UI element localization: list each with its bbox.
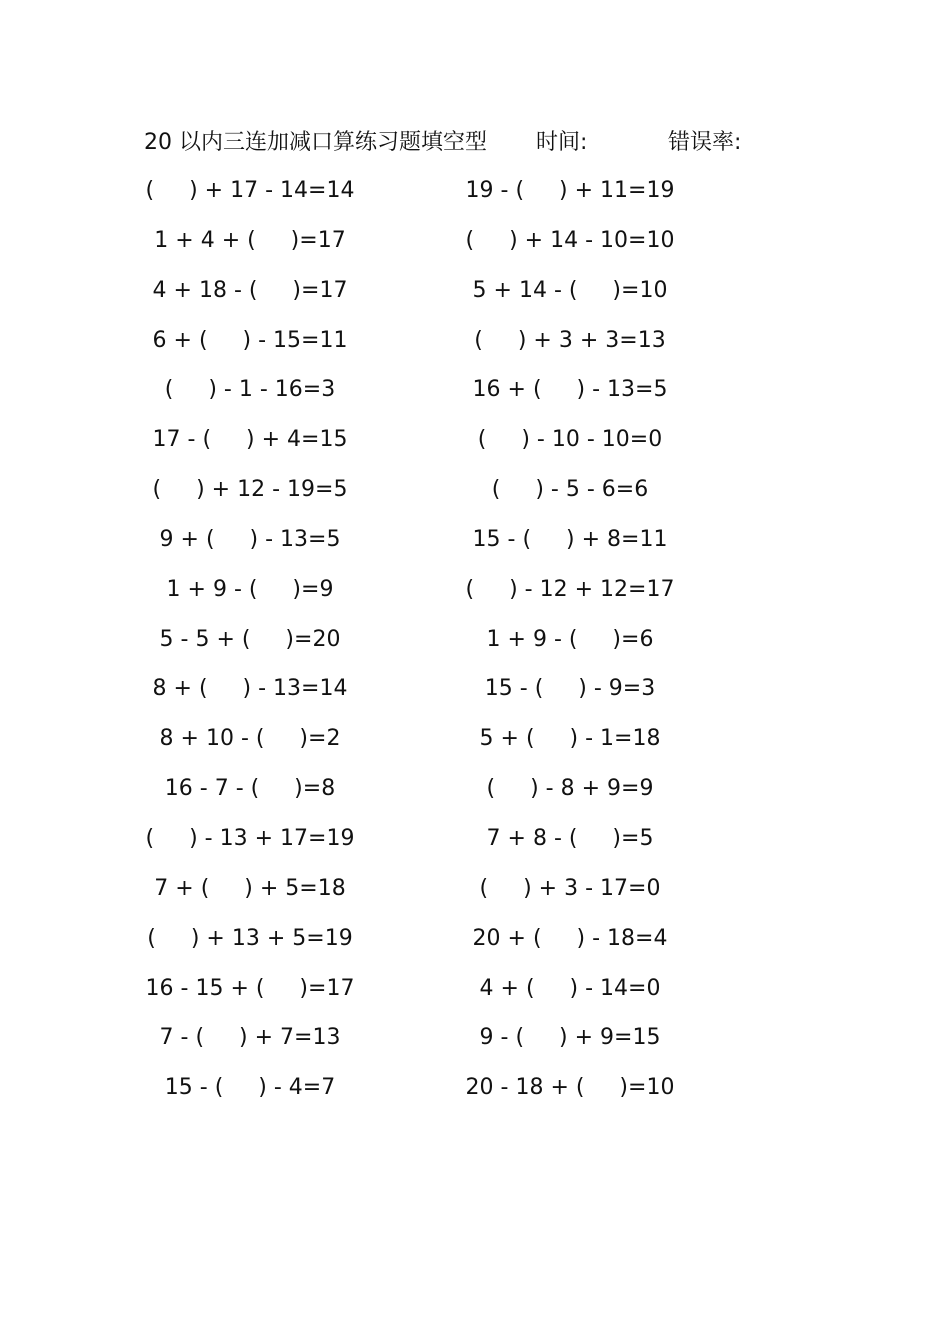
time-label: 时间:	[536, 130, 588, 155]
problem-item: 20 + ( ) - 18=4	[472, 925, 668, 951]
problem-item: ( ) - 13 + 17=19	[145, 825, 355, 851]
problem-item: 17 - ( ) + 4=15	[152, 427, 348, 453]
problem-item: ( ) - 5 - 6=6	[491, 477, 649, 503]
problem-item: ( ) + 13 + 5=19	[147, 925, 353, 951]
problem-item: ( ) + 3 + 3=13	[474, 327, 666, 353]
problem-item: 16 + ( ) - 13=5	[472, 377, 668, 403]
problem-item: ( ) + 3 - 17=0	[479, 875, 661, 901]
problem-item: ( ) + 17 - 14=14	[145, 178, 355, 203]
problem-item: 1 + 4 + ( )=17	[154, 227, 346, 253]
problem-item: 16 - 7 - ( )=8	[164, 776, 336, 802]
problem-item: ( ) - 1 - 16=3	[164, 377, 336, 403]
problem-item: 6 + ( ) - 15=11	[152, 327, 348, 353]
error-rate-label: 错误率:	[668, 130, 742, 155]
problem-item: ( ) - 8 + 9=9	[486, 776, 654, 802]
problem-item: 8 + 10 - ( )=2	[159, 726, 341, 752]
problem-item: ( ) - 10 - 10=0	[477, 427, 663, 453]
problem-item: 19 - ( ) + 11=19	[465, 178, 675, 203]
problem-item: 16 - 15 + ( )=17	[145, 975, 355, 1001]
problem-item: 9 - ( ) + 9=15	[479, 1025, 661, 1051]
problem-item: 15 - ( ) - 4=7	[164, 1075, 336, 1101]
problem-item: 7 - ( ) + 7=13	[159, 1025, 341, 1051]
problem-item: 7 + 8 - ( )=5	[486, 825, 654, 851]
problem-item: 7 + ( ) + 5=18	[154, 875, 346, 901]
problem-item: 15 - ( ) - 9=3	[484, 676, 656, 702]
problem-item: ( ) + 14 - 10=10	[465, 227, 675, 253]
left-problem-column	[140, 173, 360, 1120]
problem-item: 4 + 18 - ( )=17	[152, 277, 348, 303]
problem-item: 8 + ( ) - 13=14	[152, 676, 348, 702]
problem-item: 5 - 5 + ( )=20	[159, 626, 341, 652]
worksheet-header	[144, 127, 784, 159]
problem-item: ( ) - 12 + 12=17	[465, 576, 675, 602]
problem-item: 15 - ( ) + 8=11	[472, 526, 668, 552]
problem-item: 9 + ( ) - 13=5	[159, 526, 341, 552]
problem-item: 5 + ( ) - 1=18	[479, 726, 661, 752]
problem-item: ( ) + 12 - 19=5	[152, 477, 348, 503]
problem-item: 5 + 14 - ( )=10	[472, 277, 668, 303]
worksheet-title: 20 以内三连加减口算练习题填空型	[144, 130, 487, 155]
problem-item: 1 + 9 - ( )=9	[166, 576, 334, 602]
problem-item: 4 + ( ) - 14=0	[479, 975, 661, 1001]
right-problem-column	[455, 173, 685, 1120]
problem-item: 1 + 9 - ( )=6	[486, 626, 654, 652]
problem-item: 20 - 18 + ( )=10	[465, 1075, 675, 1101]
